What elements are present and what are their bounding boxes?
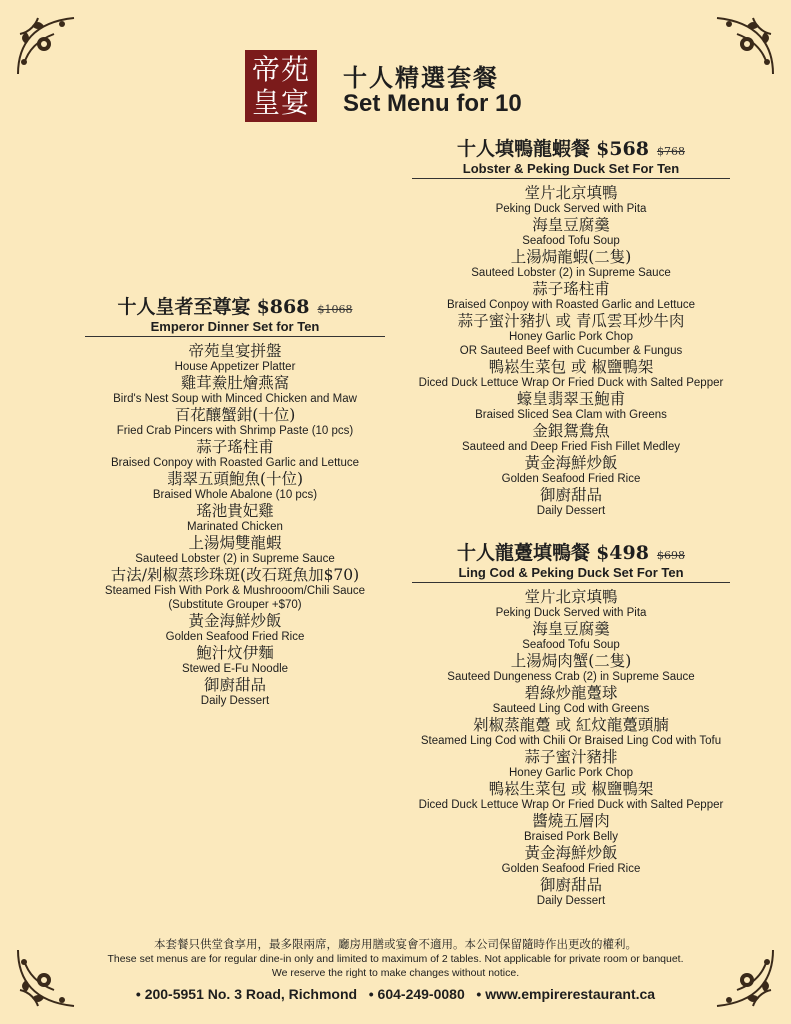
restaurant-logo	[245, 50, 317, 122]
menu-item-name-en: Fried Crab Pincers with Shrimp Paste (10 pcs)	[116, 425, 354, 437]
menu-item-note-en: OR Sauteed Beef with Cucumber & Fungus	[459, 345, 683, 357]
menu-item-name-zh: 御廚甜品	[203, 676, 266, 694]
menu-item-name-zh: 鴨崧生菜包 或 椒鹽鴨架	[488, 358, 654, 376]
menu-item	[85, 676, 385, 708]
menu-item	[412, 184, 730, 216]
menu-item	[412, 390, 730, 422]
menu-item-name-zh: 蒜子瑤柱甫	[196, 438, 274, 456]
menu-item	[412, 844, 730, 876]
menu-item	[85, 534, 385, 566]
set-name-zh: 十人皇者至尊宴	[117, 296, 251, 318]
phone-link[interactable]: • 604-249-0080	[368, 986, 465, 1002]
menu-item	[412, 454, 730, 486]
menu-item-name-en: Golden Seafood Fried Rice	[501, 863, 641, 875]
menu-item-name-en: Diced Duck Lettuce Wrap Or Fried Duck with Salted Pepper	[418, 799, 724, 811]
emperor-dinner-set	[85, 292, 385, 708]
menu-item-name-zh: 海皇豆腐羹	[532, 216, 610, 234]
page-title-zh: 十人精選套餐	[343, 63, 499, 92]
menu-item	[85, 644, 385, 676]
menu-item-name-en: Sauteed Dungeness Crab (2) in Supreme Sauce	[447, 671, 695, 683]
menu-item-name-zh: 黃金海鮮炒飯	[524, 844, 618, 862]
menu-item	[412, 652, 730, 684]
menu-item-name-en: Peking Duck Served with Pita	[495, 607, 647, 619]
menu-item-name-en: Daily Dessert	[536, 505, 606, 517]
menu-item	[412, 748, 730, 780]
menu-item-name-en: House Appetizer Platter	[174, 361, 296, 373]
menu-item-name-en: Honey Garlic Pork Chop	[509, 331, 633, 343]
logo-line-1: 帝苑	[251, 53, 310, 86]
set-name-zh: 十人龍躉填鴨餐	[457, 542, 591, 564]
menu-item-name-en: Daily Dessert	[536, 895, 606, 907]
menu-item-name-zh: 蒜子蜜汁豬排	[524, 748, 618, 766]
footer	[0, 936, 791, 1002]
menu-item-name-zh: 金銀鴛鴦魚	[532, 422, 610, 440]
set-name-en: Lobster & Peking Duck Set For Ten	[412, 161, 730, 179]
menu-item	[412, 280, 730, 312]
footer-note-en-2: We reserve the right to make changes without notice.	[271, 967, 520, 979]
menu-item	[412, 876, 730, 908]
menu-item-name-zh: 瑤池貴妃雞	[196, 502, 274, 520]
lobster-peking-duck-set	[412, 134, 730, 518]
menu-item-name-zh: 黃金海鮮炒飯	[188, 612, 282, 630]
menu-item	[85, 502, 385, 534]
corner-ornament-icon	[14, 14, 78, 78]
menu-item-name-en: Honey Garlic Pork Chop	[509, 767, 633, 779]
menu-item	[412, 312, 730, 358]
menu-item-name-en: Braised Conpoy with Roasted Garlic and Lettuce	[446, 299, 696, 311]
menu-item-name-zh: 古法/剁椒蒸珍珠斑(改石斑魚加$70)	[110, 566, 360, 584]
set-old-price: $768	[656, 145, 685, 158]
menu-item-name-zh: 碧綠炒龍躉球	[524, 684, 618, 702]
menu-item-name-zh: 御廚甜品	[539, 486, 602, 504]
menu-item-name-zh: 醬燒五層肉	[532, 812, 610, 830]
menu-item-name-en: Golden Seafood Fried Rice	[165, 631, 305, 643]
menu-item-name-en: Braised Conpoy with Roasted Garlic and Lettuce	[110, 457, 360, 469]
menu-item	[85, 438, 385, 470]
menu-item	[85, 566, 385, 612]
menu-item-name-en: Diced Duck Lettuce Wrap Or Fried Duck with Salted Pepper	[418, 377, 724, 389]
menu-item-name-zh: 海皇豆腐羹	[532, 620, 610, 638]
menu-item-name-zh: 堂片北京填鴨	[524, 184, 618, 202]
menu-item	[85, 342, 385, 374]
menu-item-name-en: Sauteed and Deep Fried Fish Fillet Medley	[462, 441, 680, 453]
menu-item-name-en: Seafood Tofu Soup	[522, 639, 620, 651]
menu-item	[412, 248, 730, 280]
menu-item	[85, 470, 385, 502]
menu-item	[412, 812, 730, 844]
set-heading	[85, 292, 385, 319]
menu-item	[412, 486, 730, 518]
menu-item-name-zh: 蒜子瑤柱甫	[532, 280, 610, 298]
menu-item-name-zh: 上湯焗肉蟹(二隻)	[510, 652, 632, 670]
menu-item	[85, 406, 385, 438]
set-heading	[412, 538, 730, 565]
set-price: $868	[256, 296, 310, 318]
menu-item-name-zh: 上湯焗雙龍蝦	[188, 534, 282, 552]
menu-item-name-en: Steamed Fish With Pork & Mushrooom/Chili Sauce	[104, 585, 366, 597]
menu-item-name-en: Golden Seafood Fried Rice	[501, 473, 641, 485]
menu-item-name-en: Braised Sliced Sea Clam with Greens	[475, 409, 667, 421]
set-old-price: $698	[656, 549, 685, 562]
menu-item-name-zh: 翡翠五頭鮑魚(十位)	[166, 470, 304, 488]
menu-item-name-zh: 剁椒蒸龍躉 或 紅炆龍躉頭腩	[473, 716, 669, 734]
menu-item-name-en: Peking Duck Served with Pita	[495, 203, 647, 215]
menu-items	[85, 342, 385, 708]
menu-item-name-en: Daily Dessert	[200, 695, 270, 707]
menu-item	[412, 780, 730, 812]
address: • 200-5951 No. 3 Road, Richmond	[135, 986, 358, 1002]
menu-item-name-en: Stewed E-Fu Noodle	[181, 663, 289, 675]
contact-line	[0, 986, 791, 1002]
menu-item	[412, 684, 730, 716]
page-title-en: Set Menu for 10	[343, 90, 522, 117]
menu-item-name-en: Braised Pork Belly	[524, 831, 618, 843]
menu-item-name-zh: 上湯焗龍蝦(二隻)	[510, 248, 632, 266]
menu-item	[85, 612, 385, 644]
menu-item-name-en: Marinated Chicken	[187, 521, 283, 533]
menu-item-name-zh: 黃金海鮮炒飯	[524, 454, 618, 472]
footer-note-en-1: These set menus are for regular dine-in only and limited to maximum of 2 tables. Not applicable for private room or banquet.	[107, 953, 684, 965]
menu-item-name-zh: 蒜子蜜汁豬扒 或 青瓜雲耳炒牛肉	[457, 312, 685, 330]
menu-item	[412, 422, 730, 454]
set-name-en: Ling Cod & Peking Duck Set For Ten	[412, 565, 730, 583]
menu-items	[412, 588, 730, 908]
set-price: $568	[596, 138, 649, 160]
corner-ornament-icon	[713, 14, 777, 78]
set-old-price: $1068	[317, 303, 353, 316]
menu-item-name-en: Bird's Nest Soup with Minced Chicken and Maw	[113, 393, 357, 405]
menu-items	[412, 184, 730, 518]
menu-item-name-zh: 百花釀蟹鉗(十位)	[174, 406, 296, 424]
menu-item-name-en: Sauteed Lobster (2) in Supreme Sauce	[471, 267, 671, 279]
menu-item-name-zh: 堂片北京填鴨	[524, 588, 618, 606]
menu-item-name-zh: 御廚甜品	[539, 876, 602, 894]
menu-item	[412, 358, 730, 390]
menu-item	[85, 374, 385, 406]
footer-note-zh: 本套餐只供堂食享用，最多限兩席，廳房用膳或宴會不適用。本公司保留隨時作出更改的權利。	[154, 937, 637, 951]
menu-item-name-zh: 蠔皇翡翠玉鮑甫	[516, 390, 626, 408]
website-link[interactable]: • www.empirerestaurant.ca	[476, 986, 656, 1002]
menu-item-name-en: Sauteed Lobster (2) in Supreme Sauce	[135, 553, 335, 565]
menu-item-name-en: Sauteed Ling Cod with Greens	[492, 703, 650, 715]
menu-item-name-zh: 鮑汁炆伊麵	[196, 644, 274, 662]
lingcod-peking-duck-set	[412, 538, 730, 908]
logo-line-2: 皇宴	[251, 86, 310, 119]
menu-item-name-en: Seafood Tofu Soup	[522, 235, 620, 247]
menu-item	[412, 216, 730, 248]
set-name-zh: 十人填鴨龍蝦餐	[457, 138, 591, 160]
menu-item-name-zh: 雞茸鮝肚燴燕窩	[180, 374, 290, 392]
menu-item-name-en: Braised Whole Abalone (10 pcs)	[152, 489, 318, 501]
menu-item	[412, 620, 730, 652]
menu-item-note-en: (Substitute Grouper +$70)	[168, 599, 302, 611]
set-name-en: Emperor Dinner Set for Ten	[85, 319, 385, 337]
menu-item-name-en: Steamed Ling Cod with Chili Or Braised Ling Cod with Tofu	[420, 735, 722, 747]
menu-item-name-zh: 帝苑皇宴拼盤	[188, 342, 282, 360]
set-heading	[412, 134, 730, 161]
menu-item-name-zh: 鴨崧生菜包 或 椒鹽鴨架	[488, 780, 654, 798]
menu-item	[412, 716, 730, 748]
set-price: $498	[596, 542, 649, 564]
menu-item	[412, 588, 730, 620]
